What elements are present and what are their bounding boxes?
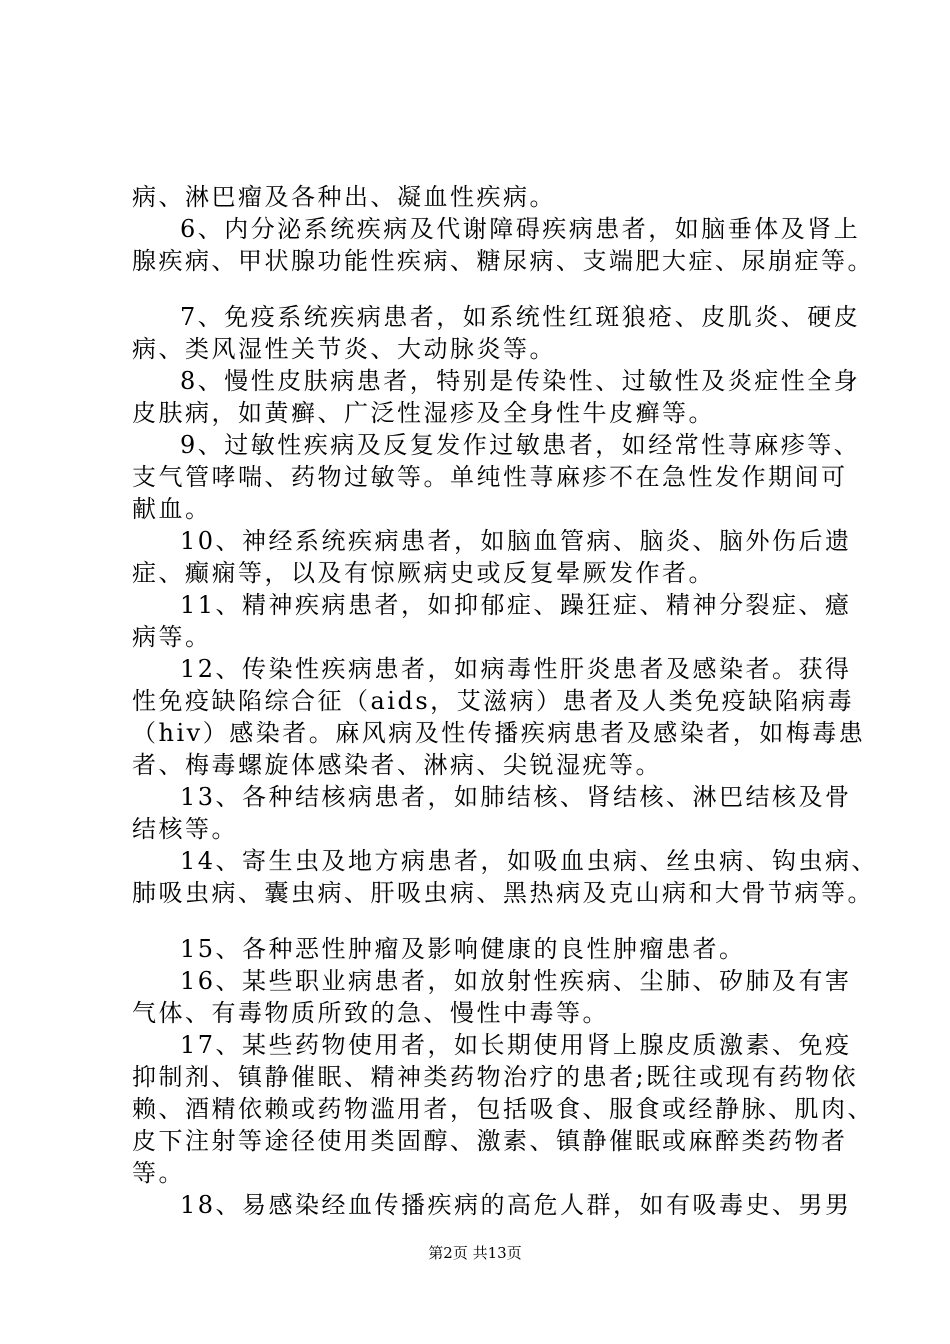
text-line: 病、淋巴瘤及各种出、凝血性疾病。 [132, 183, 556, 211]
text-line: 11、精神疾病患者，如抑郁症、躁狂症、精神分裂症、癔 [180, 591, 852, 619]
text-line: 性免疫缺陷综合征（aids，艾滋病）患者及人类免疫缺陷病毒 [132, 687, 855, 715]
text-line: 皮肤病，如黄癣、广泛性湿疹及全身性牛皮癣等。 [132, 399, 715, 427]
text-line: 皮下注射等途径使用类固醇、激素、镇静催眠或麻醉类药物者 [132, 1127, 848, 1155]
text-line: 结核等。 [132, 815, 238, 843]
text-line: 17、某些药物使用者，如长期使用肾上腺皮质激素、免疫 [180, 1031, 852, 1059]
text-line: 16、某些职业病患者，如放射性疾病、尘肺、矽肺及有害 [180, 967, 852, 995]
text-line: 18、易感染经血传播疾病的高危人群，如有吸毒史、男男 [180, 1191, 852, 1219]
text-line: 15、各种恶性肿瘤及影响健康的良性肿瘤患者。 [180, 935, 746, 963]
text-line: 支气管哮喘、药物过敏等。单纯性荨麻疹不在急性发作期间可 [132, 463, 848, 491]
text-line: 病等。 [132, 623, 212, 651]
text-line: 症、癫痫等，以及有惊厥病史或反复晕厥发作者。 [132, 559, 715, 587]
text-line: 7、免疫系统疾病患者，如系统性红斑狼疮、皮肌炎、硬皮 [180, 303, 861, 331]
text-line: 肺吸虫病、囊虫病、肝吸虫病、黑热病及克山病和大骨节病等。 [132, 879, 874, 907]
text-line: 12、传染性疾病患者，如病毒性肝炎患者及感染者。获得 [180, 655, 852, 683]
text-line: 10、神经系统疾病患者，如脑血管病、脑炎、脑外伤后遗 [180, 527, 852, 555]
text-line: 病、类风湿性关节炎、大动脉炎等。 [132, 335, 556, 363]
page-number-footer: 第2页 共13页 [428, 1244, 522, 1262]
text-line: 者、梅毒螺旋体感染者、淋病、尖锐湿疣等。 [132, 751, 662, 779]
text-line: 13、各种结核病患者，如肺结核、肾结核、淋巴结核及骨 [180, 783, 852, 811]
text-line: 8、慢性皮肤病患者，特别是传染性、过敏性及炎症性全身 [180, 367, 861, 395]
text-line: 等。 [132, 1159, 185, 1187]
text-line: （hiv）感染者。麻风病及性传播疾病患者及感染者，如梅毒患 [132, 719, 866, 747]
text-line: 6、内分泌系统疾病及代谢障碍疾病患者，如脑垂体及肾上 [180, 215, 861, 243]
text-line: 14、寄生虫及地方病患者，如吸血虫病、丝虫病、钩虫病、 [180, 847, 879, 875]
text-line: 腺疾病、甲状腺功能性疾病、糖尿病、支端肥大症、尿崩症等。 [132, 247, 874, 275]
text-line: 9、过敏性疾病及反复发作过敏患者，如经常性荨麻疹等、 [180, 431, 861, 459]
text-line: 赖、酒精依赖或药物滥用者，包括吸食、服食或经静脉、肌肉、 [132, 1095, 874, 1123]
text-line: 气体、有毒物质所致的急、慢性中毒等。 [132, 999, 609, 1027]
text-line: 抑制剂、镇静催眠、精神类药物治疗的患者;既往或现有药物依 [132, 1063, 859, 1091]
text-line: 献血。 [132, 495, 212, 523]
